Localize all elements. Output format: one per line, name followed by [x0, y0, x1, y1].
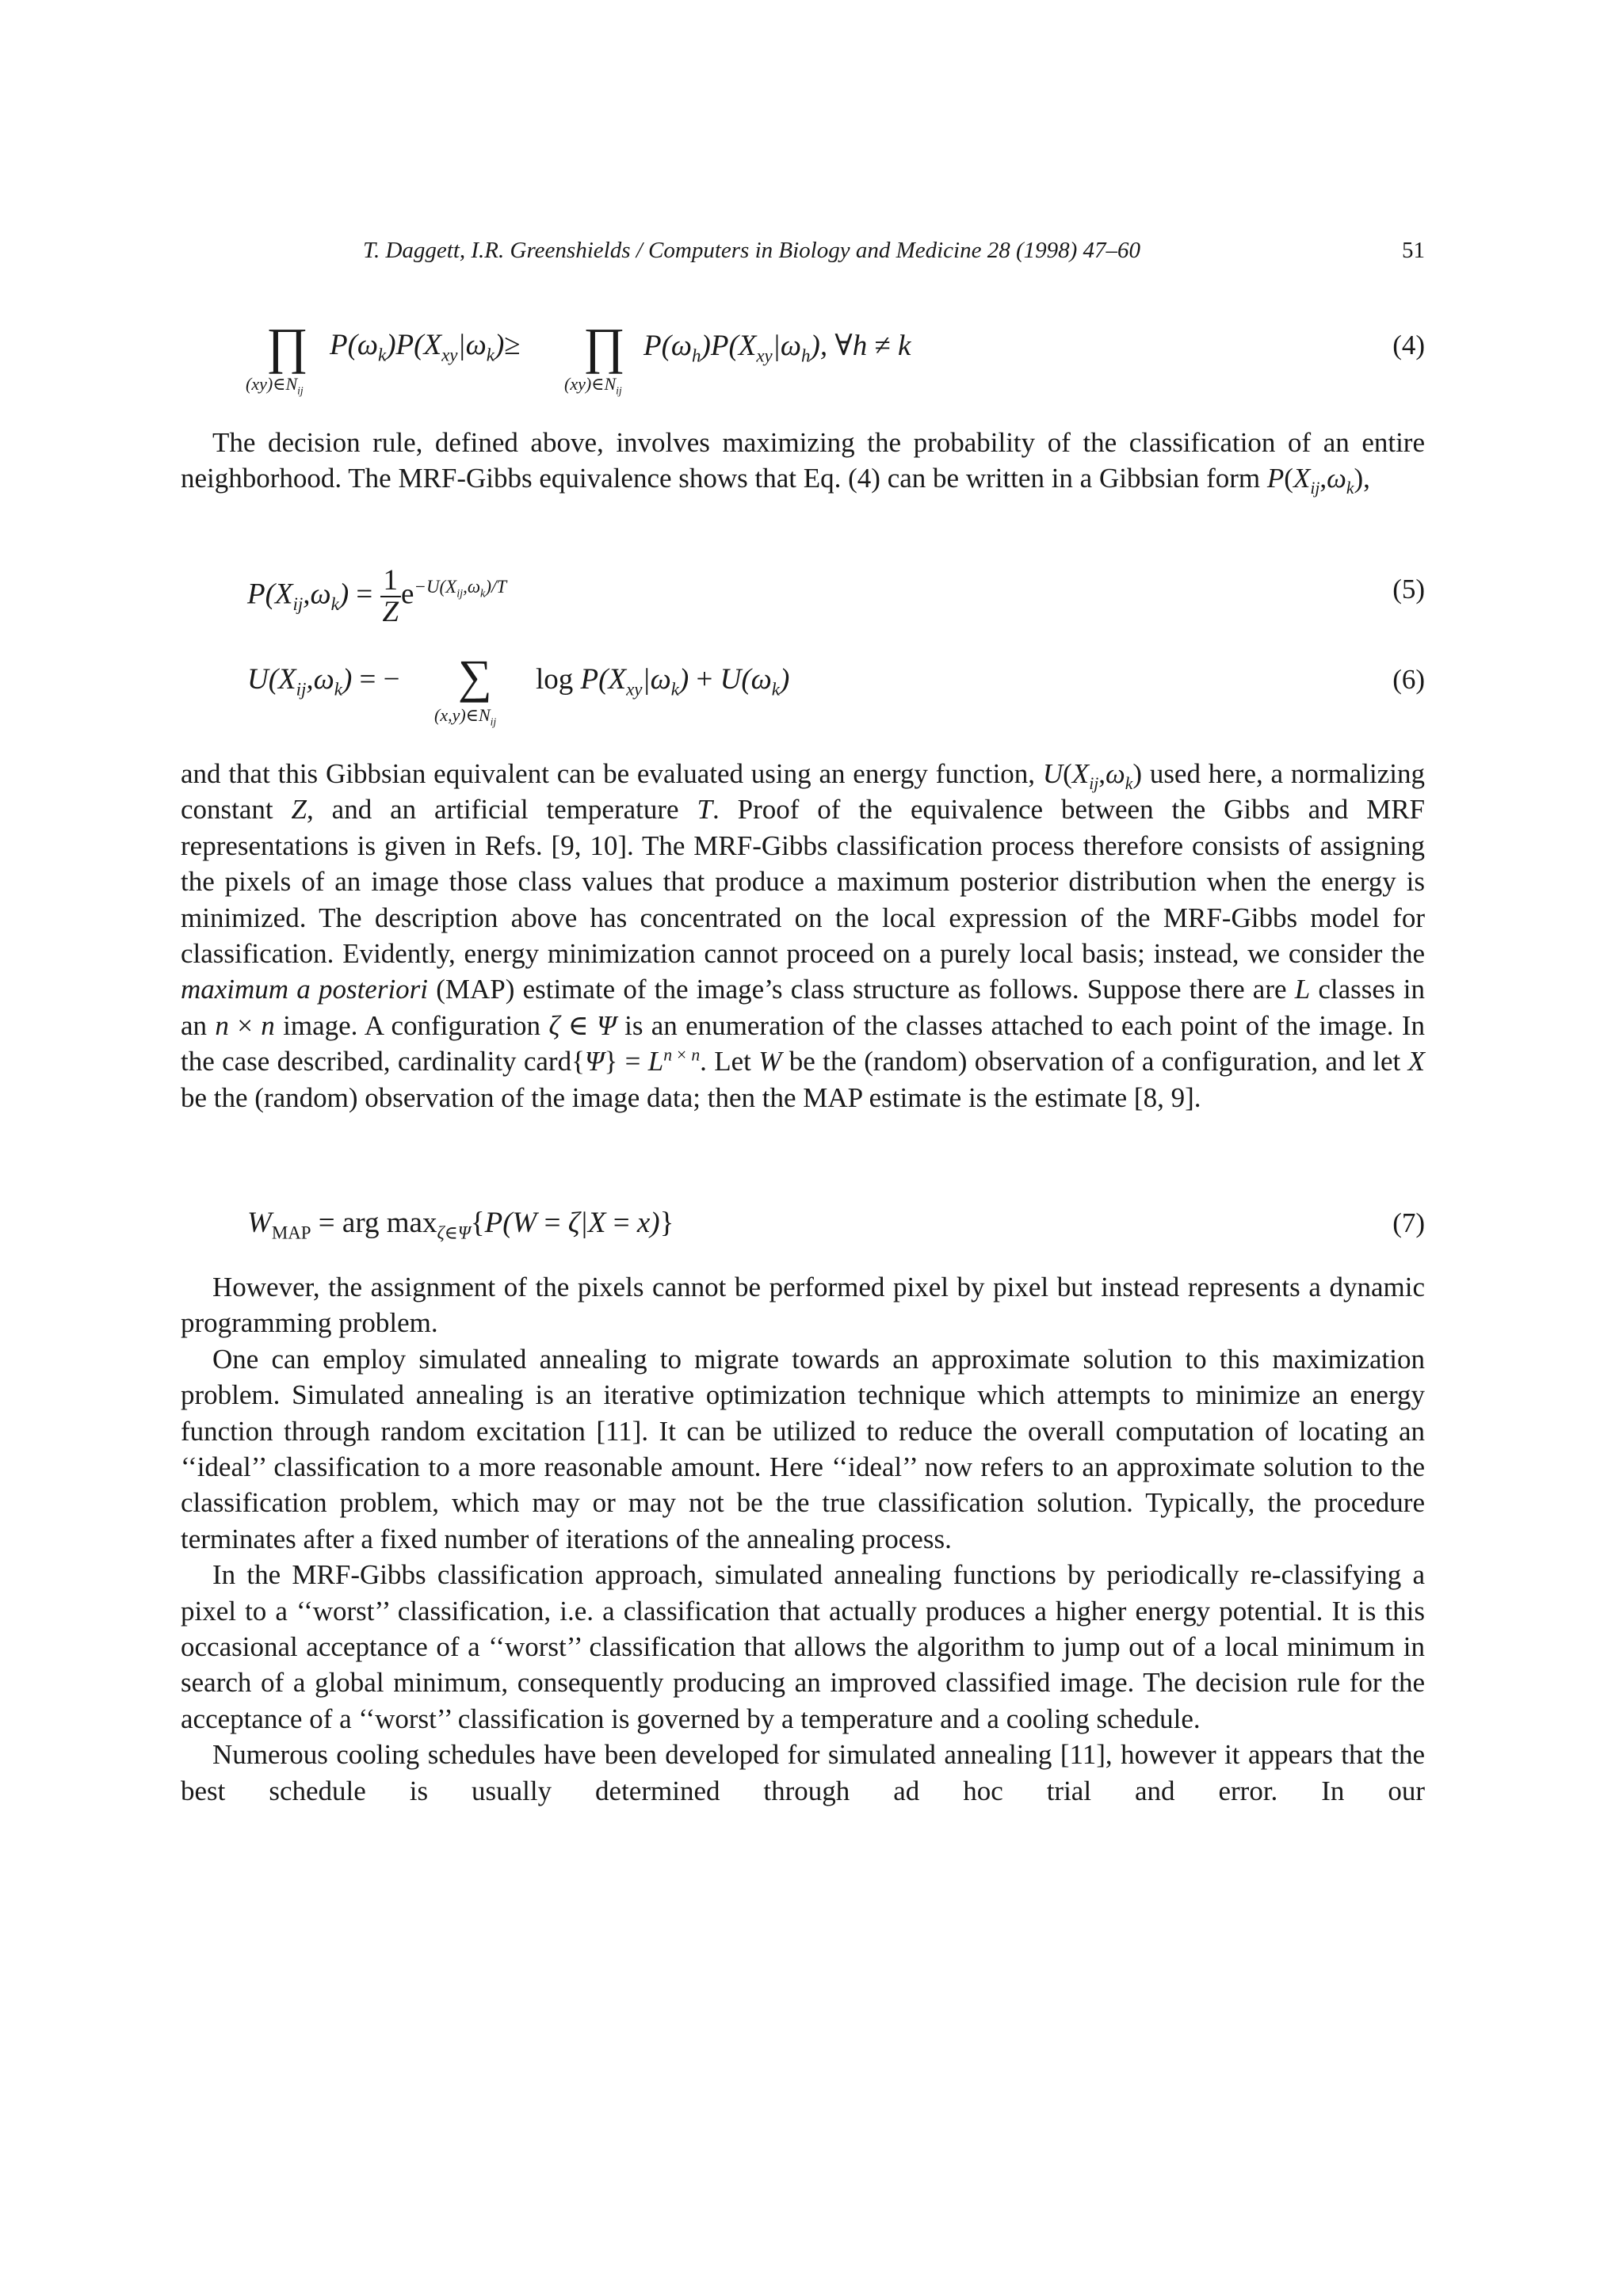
- equation-4-rhs: $P(\omega_h)P(X_{xy}|\omega_h)$, ∀h ≠ k: [643, 330, 911, 366]
- sum-operator: ∑: [458, 650, 492, 703]
- equation-7: [181, 1203, 1425, 1250]
- paragraph-3: However, the assignment of the pixels cannot be performed pixel by pixel but instead represents a dynamic programming problem.: [181, 1272, 1425, 1339]
- paragraph-2-text-c: , and an artificial temperature: [307, 794, 679, 826]
- paragraph-2-text-l: be the (random) observation of a configuration, and let: [789, 1046, 1401, 1077]
- equation-4: [181, 317, 1425, 404]
- product-operator-2: ∏: [583, 318, 625, 374]
- paragraph-2-text-j: } =: [604, 1046, 641, 1077]
- equation-6-lhs: $U(X_{ij},\omega_k)$ = −: [247, 663, 400, 700]
- paragraph-2-text-a: and that this Gibbsian equivalent can be evaluated using an energy function,: [181, 758, 1036, 789]
- paragraph-6: Numerous cooling schedules have been developed for simulated annealing [11], however it appears that the best schedule is usually determined through ad hoc trial and error. In our: [181, 1739, 1425, 1806]
- paragraph-2-text-d: . Proof of the equivalence between the Gibbs and MRF representations is given in Refs. [9, 10]. The MRF-Gibbs classification process therefore consists of assigning the pixels of an image those class values that produce a maximum posterior distribution when the energy is minimized. The description above has concentrated on the local expression of the MRF-Gibbs model for classification. Evidently, energy minimization cannot proceed on a purely local basis; instead, we consider the: [181, 794, 1426, 970]
- paragraph-2: and that this Gibbsian equivalent can be evaluated using an energy function, $U(X_{ij},\omega_k)$ used here, a normalizing constant Z, and an artificial temperature T. Proof of the equivalence between the Gibbs and MRF representations is given in Refs. [9, 10]. The MRF-Gibbs classification process therefore consists of assigning the pixels of an image those class values that produce a maximum posterior distribution when the energy is minimized. The description above has concentrated on the local expression of the MRF-Gibbs model for classification. Evidently, energy minimization cannot proceed on a purely local basis; instead, we consider the maximum a posteriori (MAP) estimate of the image’s class structure as follows. Suppose there are L classes in an n × n image. A configuration ζ ∈ Ψ is an enumeration of the classes attached to each point of the image. In the case described, cardinality card{Ψ} = $L^{n \times n}$. Let W be the (random) observation of a configuration, and let X be the (random) observation of the image data; then the MAP estimate is the estimate [8, 9].: [181, 758, 1426, 1113]
- fraction-one-over-z: $\frac{1}{Z}$: [380, 566, 402, 627]
- equation-6-rhs: $\log P(X_{xy}|\omega_k) + U(\omega_k)$: [536, 663, 790, 700]
- equation-7-number: (7): [1392, 1207, 1425, 1238]
- paragraph-2-text-g: classes in an: [181, 974, 1425, 1041]
- paragraph-4: One can employ simulated annealing to migrate towards an approximate solution to this maximization problem. Simulated annealing is an iterative optimization technique which attempts to minimize an energy function through random excitation [11]. It can be utilized to reduce the overall computation of locating an ‘‘ideal’’ classification to a more reasonable amount. Here ‘‘ideal’’ now refers to an approximate solution to the classification problem, which may or may not be the true classification solution. Typically, the procedure terminates after a fixed number of iterations of the annealing process.: [181, 1343, 1425, 1554]
- paragraph-1-text: The decision rule, defined above, involves maximizing the probability of the classification of an entire neighborhood. The MRF-Gibbs equivalence shows that Eq. (4) can be written in a Gibbsian form: [181, 427, 1425, 494]
- paragraph-2-text-f: (MAP) estimate of the image’s class structure as follows. Suppose there are: [436, 974, 1287, 1005]
- paragraph-2-text-b: used here, a normalizing constant: [181, 758, 1425, 826]
- equation-5: [181, 550, 1425, 637]
- paragraph-1: The decision rule, defined above, involves maximizing the probability of the classification of an entire neighborhood. The MRF-Gibbs equivalence shows that Eq. (4) can be written in a Gibbsian form $P(X_{ij},\omega_k)$,: [181, 427, 1425, 498]
- equation-6: [181, 651, 1425, 738]
- paragraph-2-text-i: is an enumeration of the classes attached to each point of the image. In the case described, cardinality card{: [181, 1009, 1426, 1077]
- running-head-text: T. Daggett, I.R. Greenshields / Computers in Biology and Medicine 28 (1998) 47–60: [363, 238, 1141, 263]
- body-text-lower: [181, 1269, 1425, 1809]
- product-subscript-2: $(xy)\in N_{ij}$: [564, 374, 622, 397]
- equation-5-body: $P(X_{ij},\omega_k)$ = $\frac{1}{Z}$ $e^{-U(X_{ij},\omega_k)/T}$: [247, 564, 507, 628]
- paragraph-5: In the MRF-Gibbs classification approach, simulated annealing functions by periodically re-classifying a pixel to a ‘‘worst’’ classification, i.e. a classification that actually produces a higher energy potential. It is this occasional acceptance of a ‘‘worst’’ classification that allows the algorithm to jump out of a local minimum in search of a global minimum, consequently producing an improved classified image. The decision rule for the acceptance of a ‘‘worst’’ classification is governed by a temperature and a cooling schedule.: [181, 1559, 1425, 1734]
- paragraph-2-text-m: be the (random) observation of the image data; then the MAP estimate is the estimate [8, 9].: [181, 1081, 1201, 1113]
- sum-subscript: $(x,y)\in N_{ij}$: [434, 705, 497, 728]
- page-number: 51: [1402, 238, 1425, 263]
- paragraph-2-text-e: maximum a posteriori: [181, 974, 429, 1005]
- equation-5-number: (5): [1392, 574, 1425, 605]
- equation-4-number: (4): [1392, 330, 1425, 360]
- product-subscript-1: $(xy)\in N_{ij}$: [246, 374, 304, 397]
- equation-7-body: $W_{MAP}$ = arg $\max_{\zeta\in\Psi}\{P(W = \zeta|X = x)\}$: [247, 1207, 674, 1243]
- equation-6-number: (6): [1392, 664, 1425, 695]
- paragraph-2-text-h: image. A configuration: [283, 1009, 541, 1041]
- product-operator-1: ∏: [266, 318, 308, 374]
- equation-4-lhs: $P(\omega_k)P(X_{xy}|\omega_k)\ge$: [330, 329, 521, 365]
- paragraph-2-text-k: . Let: [700, 1046, 751, 1077]
